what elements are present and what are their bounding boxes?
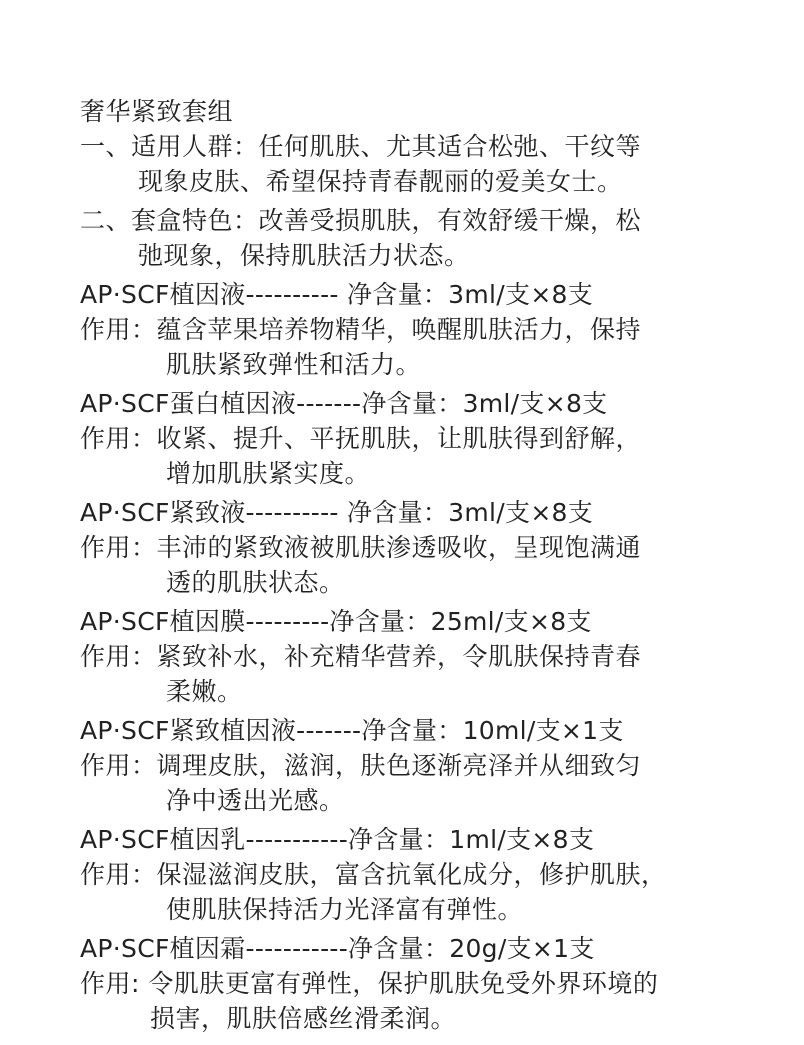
- product-document: [80, 94, 780, 1036]
- product-6-header: AP·SCF植因乳-----------净含量：1ml/支×8支: [80, 825, 595, 854]
- product-7-effect-line-1: 作用: 令肌肤更富有弹性，保护肌肤免受外界环境的: [80, 969, 659, 998]
- product-2-effect-line-1: 作用：收紧、提升、平抚肌肤，让肌肤得到舒解，: [80, 424, 642, 453]
- product-1-header: AP·SCF植因液---------- 净含量：3ml/支×8支: [80, 280, 594, 309]
- product-6-effect-line-1: 作用：保湿滋润皮肤，富含抗氧化成分，修护肌肤，: [80, 860, 667, 889]
- product-4-effect-line-2: 柔嫩。: [166, 677, 243, 706]
- product-5-header: AP·SCF紧致植因液-------净含量：10ml/支×1支: [80, 716, 624, 745]
- product-5-effect-line-1: 作用：调理皮肤，滋润，肤色逐渐亮泽并从细致匀: [80, 751, 642, 780]
- product-3-effect-line-1: 作用：丰沛的紧致液被肌肤渗透吸收，呈现饱满通: [80, 533, 642, 562]
- product-1-effect-line-1: 作用：蕴含苹果培养物精华，唤醒肌肤活力，保持: [80, 315, 642, 344]
- product-4-effect-line-1: 作用：紧致补水，补充精华营养，令肌肤保持青春: [80, 642, 642, 671]
- product-3-effect-line-2: 透的肌肤状态。: [166, 568, 345, 597]
- product-7-header: AP·SCF植因霜-----------净含量：20g/支×1支: [80, 934, 595, 963]
- features-section-line-2: 弛现象，保持肌肤活力状态。: [138, 241, 470, 270]
- product-2-header: AP·SCF蛋白植因液-------净含量：3ml/支×8支: [80, 389, 608, 418]
- product-1-effect-line-2: 肌肤紧致弹性和活力。: [166, 350, 422, 379]
- product-3-header: AP·SCF紧致液---------- 净含量：3ml/支×8支: [80, 498, 594, 527]
- product-4-header: AP·SCF植因膜---------净含量：25ml/支×8支: [80, 607, 592, 636]
- suitable-section-line-2: 现象皮肤、希望保持青春靓丽的爱美女士。: [138, 167, 623, 196]
- product-6-effect-line-2: 使肌肤保持活力光泽富有弹性。: [166, 895, 524, 924]
- product-7-effect-line-2: 损害，肌肤倍感丝滑柔润。: [150, 1004, 457, 1033]
- product-5-effect-line-2: 净中透出光感。: [166, 786, 345, 815]
- features-section-line-1: 二、套盒特色：改善受损肌肤，有效舒缓干燥，松: [80, 206, 642, 235]
- suitable-section-line-1: 一、适用人群：任何肌肤、尤其适合松弛、干纹等: [80, 132, 642, 161]
- product-2-effect-line-2: 增加肌肤紧实度。: [166, 459, 371, 488]
- document-title: 奢华紧致套组: [80, 97, 234, 126]
